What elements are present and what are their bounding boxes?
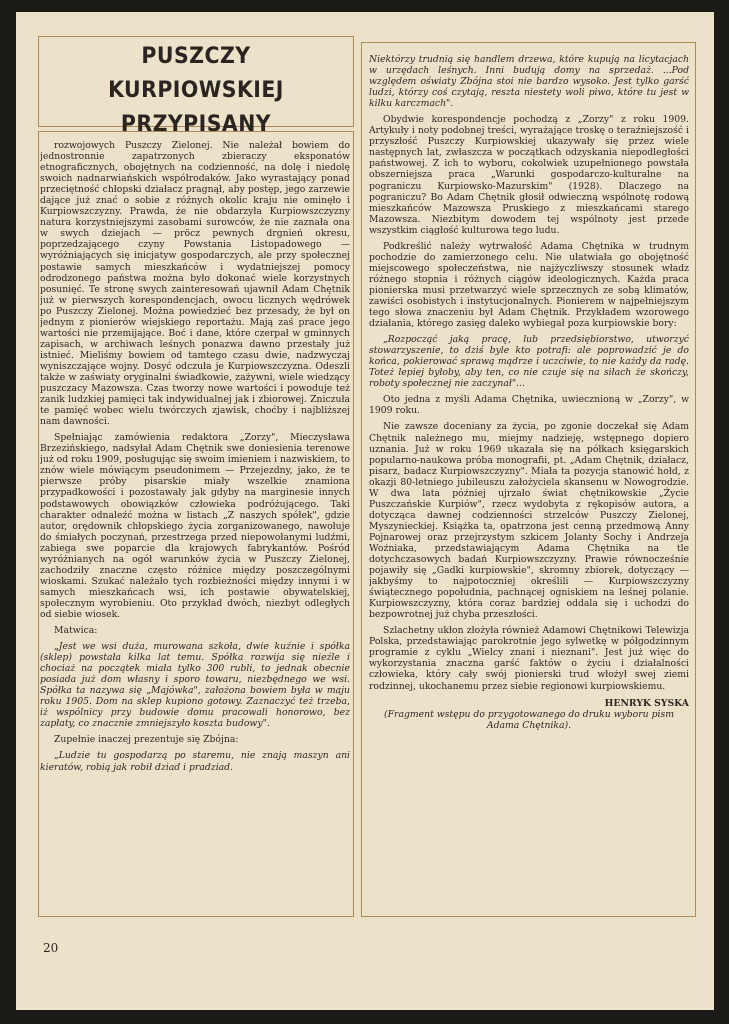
paragraph: Obydwie korespondencje pochodzą z „Zorzy" z roku 1909. Artykuły i noty podobnej treści, wyrażające troskę o teraźniejszość i przyszłość Puszczy Kurpiowskiej ukazywały się przez wiele następnych lat, zwłaszcza w początkach odzyskania niepodległości państwowej. Z ich to wyboru, cokolwiek uzupełnionego powstała obszerniejsza praca „Warunki gospodarczo-kulturalne na pograniczu Kurpiowsko-Mazurskim" (1928). Dlaczego na pograniczu? Bo Adam Chętnik głosił odwieczną wspólnotę rodową mieszkańców Mazowsza Pruskiego z mieszkańcami starego Mazowsza. Niezbitym dowodem tej wspólnoty jest przede wszystkim ciągłość kulturowa tego ludu. [369,114,689,236]
page-number: 20 [43,941,59,955]
quote-paragraph: „Jest we wsi duża, murowana szkoła, dwie kuźnie i spółka (sklep) powstała kilka lat temu. Spółka rozwija się nieźle i chociaż na początek miała tylko 300 rubli, to jednak obecnie posiada już dom własny i sporo towaru, niezbędnego we wsi. Spółka ta nazywa się „Majówka", założona bowiem była w maju roku 1905. Dom na sklep kupiono gotowy. Zaznaczyć też trzeba, iż wspólnicy przy budowie domu pracowali honorowo, bez zapłaty, co znacznie zmniejszyło koszta budowy". [40,641,350,730]
article-title: PUSZCZY KURPIOWSKIEJ PRZYPISANY [108,44,284,137]
paragraph: Podkreślić należy wytrwałość Adama Chętnika w trudnym pochodzie do zamierzonego celu. Nie ułatwiała go obojętność miejscowego społeczeństwa, nie najżyczliwszy stosunek władz różnego stopnia i różnych ciągów ideologicznych. Każda praca pionierska musi przetwarzyć wiele sprzecznych ze sobą klimatów, zawiści osobistych i instytucjonalnych. Pionierem w najpełniejszym tego słowa znaczeniu był Adam Chętnik. Przykładem wzorowego działania, którego zasięg daleko wybiegał poza kurpiowskie bory: [369,240,689,330]
paragraph: Szlachetny ukłon złożyła również Adamowi Chętnikowi Telewizja Polska, przedstawiając parokrotnie jego sylwetkę w półgodzinnym programie z cyklu „Wielcy znani i nieznani". Jest już więc do wykorzystania znaczna garść faktów o życiu i działalności człowieka, który cały swój pionierski trud włożył swej ziemi rodzinnej, ukochanemu przez siebie regionowi kurpiowskiemu. [369,625,689,692]
author-signature: HENRYK SYSKA [604,697,689,709]
paragraph: Zupełnie inaczej prezentuje się Zbójna: [54,734,239,746]
paragraph: rozwojowych Puszczy Zielonej. Nie należał bowiem do jednostronnie zapatrzonych zbieraczy eksponatów etnograficznych, obojętnych na codzienność, na dolę i niedolę swoich nadnarwiańskich współrodaków. Jako wyrastający ponad przeciętność chłopski działacz pragnął, aby postęp, jego zarzewie dające już znać o sobie z różnych okolic kraju nie ominęło i Kurpiowszczyzny. Prawda, że nie obdarzyła Kurpiowszczyzny natura korzystniejszymi zasobami surowców, że nie zaznała ona w swych dziejach — pröcz pewnych drgnień okresu, poprzedzającego czyny Powstania Listopadowego — wyróżniających się inicjatyw gospodarczych, ale przy społecznej postawie samych mieszkańców i wydatniejszej pomocy odrodzonego państwa można było dokonać wiele korzystnych posunięć. Te stronę swych zainteresowań ujawnił Adam Chętnik już w pierwszych korespondencjach, owocu licznych wędrówek po Puszczy Zielonej. Można powiedzieć bez przesady, że był on jednym z pionierów wiejskiego reportażu. Mają zaś prace jego wartości nie przemijające. Boć i dane, które czerpał w gminnych zapisach, w archiwach leśnych ponazwa dawno przestały już istnieć. Mieliśmy bowiem od tamtego czasu dwie, nadzwyczaj wyniszczające wojny. Dosyć odczuła je Kurpiowszczyzna. Odeszli także w zaświaty oryginalni świadkowie, zażywni, wiele wiedzący puszczacy Mazowsza. Czas tworzy nowe wartości i powoduje też zanik ludzkiej pamięci tak indywidualnej jak i zbiorowej. Zniczuła te pamięć wobec wielu twórczych zjawisk, choćby i najbliższej nam dawności. [40,140,350,428]
paragraph: Oto jedna z myśli Adama Chętnika, uwiecznioną w „Zorzy", w 1909 roku. [369,394,689,417]
quote-paragraph: „Ludzie tu gospodarzą po staremu, nie znają maszyn ani kieratów, robią jak robił dziad i pradziad. [40,750,350,773]
magazine-page [16,12,714,1010]
paragraph: Matwica: [54,625,98,637]
right-column [369,54,689,910]
paragraph: Spełniając zamówienia redaktora „Zorzy", Mieczysława Brzezińskiego, nadsyłał Adam Chętnik swe doniesienia terenowe już od roku 1909, posługując się swoim imieniem i nazwiskiem, to znów wiele mówiącym pseudonimem — Przejezdny, jako, że te pierwsze próby pisarskie miały wszelkie znamiona przypadkowości i pozostawały jak gdyby na marginesie innych podstawowych obowiązków człowieka podróżującego. Taki charakter odnaleźć można w listach „Z naszych spółek", gdzie autor, orędownik chłopskiego życia zorganizowanego, nawołuje do śmiałych poczynań, przestrzega przed niepowołanymi ludźmi, zabiega swe poparcie dla krajowych fabrykantów. Pośród wyróżnianych na ogół warunków życia w Puszczy Zielonej, zachodziły znaczne często różnice między poszczególnymi wioskami. Szukać należało tych rozbieżności między innymi i w samych mieszkańcach wsi, ich postawie obywatelskiej, społecznym wyrobieniu. Oto przykład dwóch, niezbyt odległych od siebie wiosek. [40,432,350,620]
quote-paragraph: „Rozpocząć jaką pracę, lub przedsiębiorstwo, utworzyć stowarzyszenie, to dziś byle kto potrafi: ale poprowadzić je do końca, pokierować sprawą mądrze i uczciwie, to nie każdy da radę. Toteż lepiej byłoby, aby ten, co nie czuje się na siłach że skończy, roboty społecznej nie zaczynał"... [369,334,689,390]
paragraph: Nie zawsze doceniany za życia, po zgonie doczekał się Adam Chętnik należnego mu, miejmy nadzieję, wstępnego dopiero uznania. Już w roku 1969 ukazała się na półkach księgarskich popularno-naukowa próba monografii, pt. „Adam Chętnik, działacz, pisarz, badacz Kurpiowszczyzny". Miała ta pozycja stanowić hołd, z okazji 80-letniego jubileuszu założyciela skansenu w Nowogrodzie. W dwa lata później ujrzało świat chętnikowskie „Życie Puszczańskie Kurpiów", rzecz wydobyta z rękopisów autora, a dotycząca dawnej codzienności strzelców Puszczy Zielonej, Myszynieckiej. Książka ta, opatrzona jest cenną przedmową Anny Pojnarowej oraz przejrzystym szkicem Jolanty Sochy i Andrzeja Woźniaka, przedstawiającym Adama Chętnika na tle dotychczasowych badań Kurpiowszczyzny. Prawie równocześnie pojawiły się „Gadki kurpiowskie", skromny zbiorek, dotyczący — jakbyśmy to najpotoczniej określili — Kurpiowszczyzny świątecznego popołudnia, pachnącej ogniskiem na leśnej polanie. Kurpiowszczyzny, która coraz bardziej oddala się i uchodzi do bezpowrotnej już chyba przeszłości. [369,421,689,621]
source-note: (Fragment wstępu do przygotowanego do druku wyboru pism Adama Chętnika). [384,708,674,731]
quote-paragraph: Niektórzy trudnią się handlem drzewa, które kupują na licytacjach w urzędach leśnych. Inni budują domy na sprzedaż. ...Pod względem oświaty Zbójna stoi nie bardzo wysoko. Jest tylko garść ludzi, którzy coś czytają, reszta niestety woli piwo, które tu jest w kilku karczmach". [369,54,689,110]
left-column [40,140,350,910]
